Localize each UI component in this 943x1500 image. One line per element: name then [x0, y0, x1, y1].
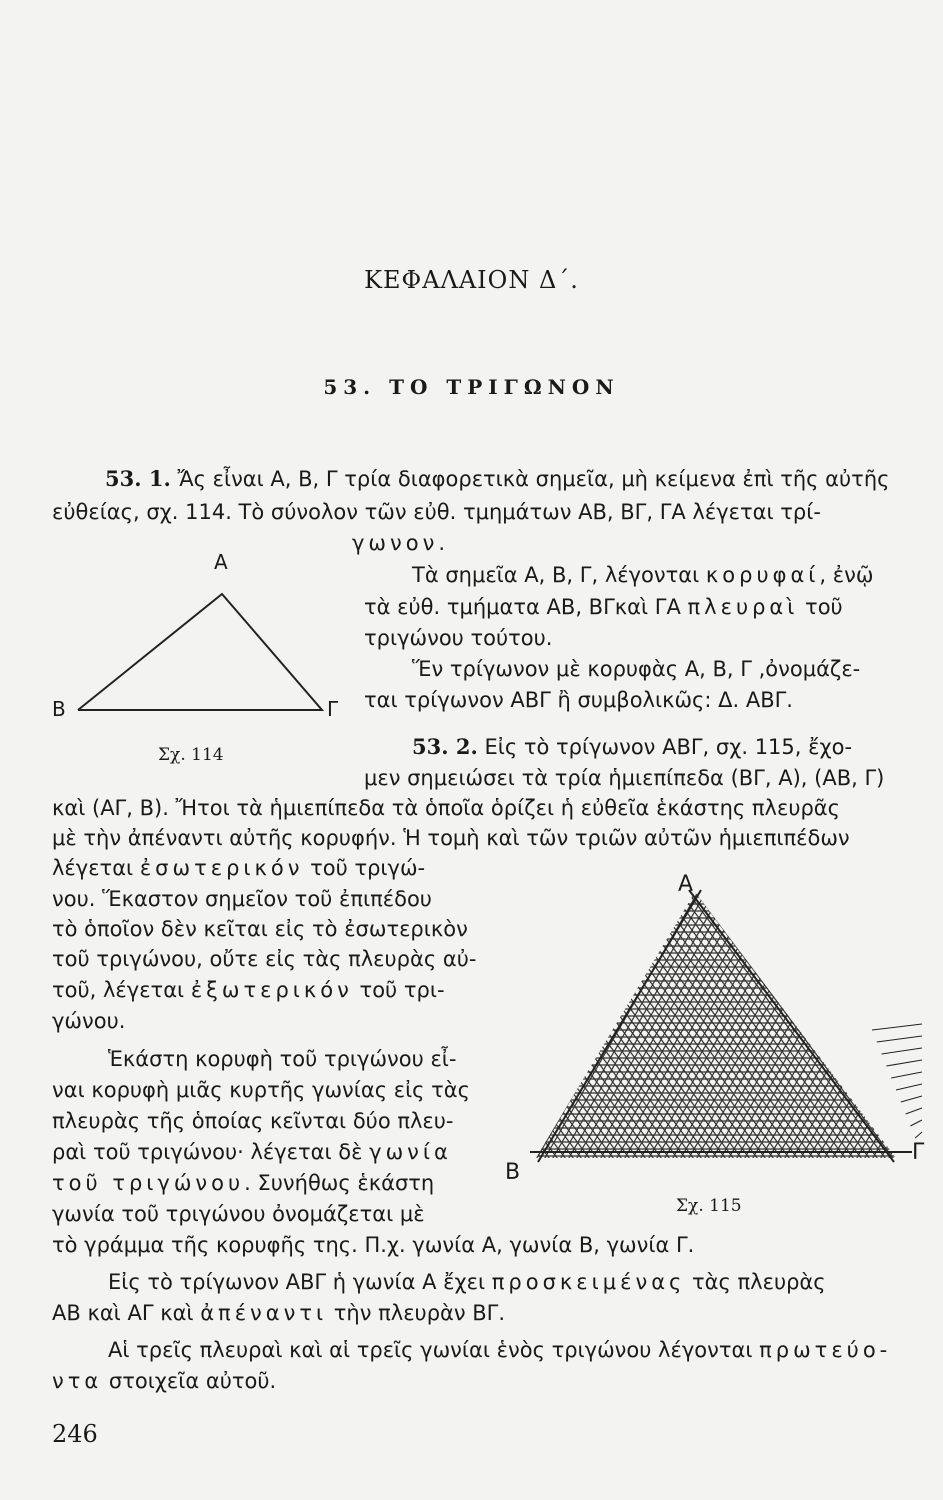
para-4-line-2: ΑΒ καὶ ΑΓ καὶ ἀπέναντι τὴν πλευρὰν ΒΓ. — [52, 1301, 506, 1325]
hatch-line — [510, 880, 529, 1170]
hatch-line — [510, 880, 662, 1170]
hatch-line — [879, 880, 930, 1170]
para-3-line-1: Ἑκάστη κορυφὴ τοῦ τριγώνου εἶ- — [108, 1047, 457, 1071]
para-53-1-line-5: τὰ εὐθ. τμήματα ΑΒ, ΒΓκαὶ ΓΑ πλευραὶ τοῦ — [364, 595, 843, 619]
hatch-line — [863, 880, 930, 1170]
hatch-line — [927, 880, 930, 1170]
hatch-line — [510, 880, 630, 1170]
hatch-line — [510, 880, 593, 1170]
outer-hatch-c — [906, 1108, 922, 1114]
hatch-line — [510, 880, 561, 1170]
hatch-line — [786, 880, 930, 1170]
outer-hatch-c — [891, 1072, 922, 1078]
chapter-title: ΚΕΦΑΛΑΙΟΝ Δ΄. — [364, 266, 579, 294]
para-5-line-2: ντα στοιχεῖα αὐτοῦ. — [52, 1369, 277, 1393]
hatch-line — [858, 880, 930, 1170]
hatch-line — [510, 880, 518, 1170]
hatch-line — [871, 880, 930, 1170]
fig114-vertex-g-label: Γ — [327, 697, 339, 721]
fig115-vertex-g-label: Γ — [912, 1140, 925, 1165]
hatch-line — [510, 880, 537, 1170]
para-3-line-2: ναι κορυφὴ μιᾶς κυρτῆς γωνίας εἰς τὰς — [52, 1078, 470, 1102]
para-53-1-line-8: ται τρίγωνον ΑΒΓ ἢ συμβολικῶς: Δ. ΑΒΓ. — [364, 688, 793, 712]
hatch-line — [783, 880, 930, 1170]
outer-hatch-c — [877, 1036, 922, 1042]
para-53-1-line-4: Τὰ σημεῖα Α, Β, Γ, λέγονται κορυφαί, ἐνῷ — [412, 563, 874, 587]
hatch-line — [510, 880, 513, 1170]
hatch-line — [510, 880, 558, 1170]
para-53-2-number: 53. 2. — [412, 734, 478, 759]
para-53-2-line-8: τοῦ τριγώνου, οὔτε εἰς τὰς πλευρὰς αὐ- — [52, 947, 477, 971]
fig115-caption: Σχ. 115 — [676, 1196, 742, 1216]
para-53-1-line-1: 53. 1. Ἄς εἶναι Α, Β, Γ τρία διαφορετικὰ σημεῖα, μὴ κείμενα ἐπὶ τῆς αὐτῆς — [105, 466, 890, 491]
fig114-vertex-b-label: Β — [52, 697, 66, 721]
para-53-1-number: 53. 1. — [105, 466, 171, 491]
para-53-2-line-9: τοῦ, λέγεται ἐξωτερικόν τοῦ τρι- — [52, 978, 445, 1002]
para-53-1-line-6: τριγώνου τούτου. — [364, 626, 553, 650]
fig114-caption: Σχ. 114 — [158, 745, 224, 765]
para-53-2-line-5: λέγεται ἐσωτερικόν τοῦ τριγώ- — [52, 856, 426, 880]
para-53-2-line-2: μεν σημειώσει τὰ τρία ἡμιεπίπεδα (ΒΓ, Α), (ΑΒ, Γ) — [364, 766, 885, 790]
fig115-vertex-a-label: Α — [678, 872, 694, 897]
para-53-2-line-3: καὶ (ΑΓ, Β). Ἤτοι τὰ ἡμιεπίπεδα τὰ ὁποῖα ὁρίζει ἡ εὐθεῖα ἑκάστης πλευρᾶς — [52, 796, 840, 820]
outer-hatch-c — [915, 1132, 922, 1138]
figure-115-hatched-triangle — [510, 880, 930, 1170]
para-3-line-5: τοῦ τριγώνου. Συνήθως ἑκάστη — [52, 1171, 435, 1195]
para-3-line-6: γωνία τοῦ τριγώνου ὀνομάζεται μὲ — [52, 1202, 425, 1226]
hatch-line — [887, 880, 930, 1170]
hatch-line — [735, 880, 930, 1170]
hatch-line — [882, 880, 930, 1170]
para-53-2-line-4: μὲ τὴν ἀπέναντι αὐτῆς κορυφήν. Ἡ τομὴ καὶ τῶν τριῶν αὐτῶν ἡμιεπιπέδων — [52, 826, 850, 850]
outer-hatch-c — [886, 1060, 922, 1066]
para-3-line-7: τὸ γράμμα τῆς κορυφῆς της. Π.χ. γωνία Α, γωνία Β, γωνία Γ. — [52, 1233, 695, 1257]
page-number: 246 — [52, 1420, 98, 1448]
para-53-2-line-1: 53. 2. Εἰς τὸ τρίγωνον ΑΒΓ, σχ. 115, ἔχο- — [412, 734, 853, 759]
hatch-line — [510, 880, 553, 1170]
outer-hatch-c — [901, 1096, 922, 1102]
hatch-line — [759, 880, 930, 1170]
outer-hatch-c — [882, 1048, 922, 1054]
section-title: 53. ΤΟ ΤΡΙΓΩΝΟΝ — [323, 375, 620, 399]
hatch-line — [866, 880, 930, 1170]
hatch-line — [510, 880, 625, 1170]
hatch-line — [919, 880, 930, 1170]
hatch-line — [510, 880, 673, 1170]
hatch-line — [510, 880, 545, 1170]
para-3-line-4: ραὶ τοῦ τριγώνου· λέγεται δὲ γωνία — [52, 1140, 452, 1164]
hatch-line — [510, 880, 521, 1170]
para-53-1-line-3: γωνον. — [352, 531, 449, 555]
hatch-line — [510, 880, 646, 1170]
figure-114-triangle — [60, 570, 390, 720]
hatch-line — [510, 880, 577, 1170]
hatch-line — [510, 880, 534, 1170]
para-5-line-1: Αἱ τρεῖς πλευραὶ καὶ αἱ τρεῖς γωνίαι ἑνὸς τριγώνου λέγονται πρωτεύο- — [108, 1338, 892, 1362]
hatch-line — [874, 880, 930, 1170]
para-4-line-1: Εἰς τὸ τρίγωνον ΑΒΓ ἡ γωνία Α ἔχει προσκειμένας τὰς πλευρὰς — [108, 1270, 826, 1294]
hatch-line — [510, 880, 542, 1170]
outer-hatch-c — [910, 1120, 922, 1126]
hatch-line — [510, 880, 574, 1170]
fig114-vertex-a-label: Α — [214, 550, 228, 574]
para-53-2-line-10: γώνου. — [52, 1009, 126, 1033]
hatch-line — [510, 880, 590, 1170]
hatch-line — [922, 880, 930, 1170]
hatch-line — [510, 880, 598, 1170]
hatch-line — [719, 880, 930, 1170]
hatch-line — [510, 880, 550, 1170]
para-53-2-line-6: νου. Ἕκαστον σημεῖον τοῦ ἐπιπέδου — [52, 887, 432, 911]
outer-hatch-c — [896, 1084, 922, 1090]
fig115-vertex-b-label: Β — [505, 1160, 521, 1185]
para-3-line-3: πλευρὰς τῆς ὁποίας κεῖνται δύο πλευ- — [52, 1109, 454, 1133]
outer-hatch-c — [872, 1024, 922, 1030]
para-53-1-line-2: εὐθείας, σχ. 114. Τὸ σύνολον τῶν εὐθ. τμημάτων ΑΒ, ΒΓ, ΓΑ λέγεται τρί- — [52, 500, 821, 524]
para-53-1-line-7: Ἕν τρίγωνον μὲ κορυφὰς Α, Β, Γ ,ὀνομάζε- — [412, 657, 861, 681]
para-53-2-line-7: τὸ ὁποῖον δὲν κεῖται εἰς τὸ ἐσωτερικὸν — [52, 917, 468, 941]
hatch-line — [510, 880, 526, 1170]
